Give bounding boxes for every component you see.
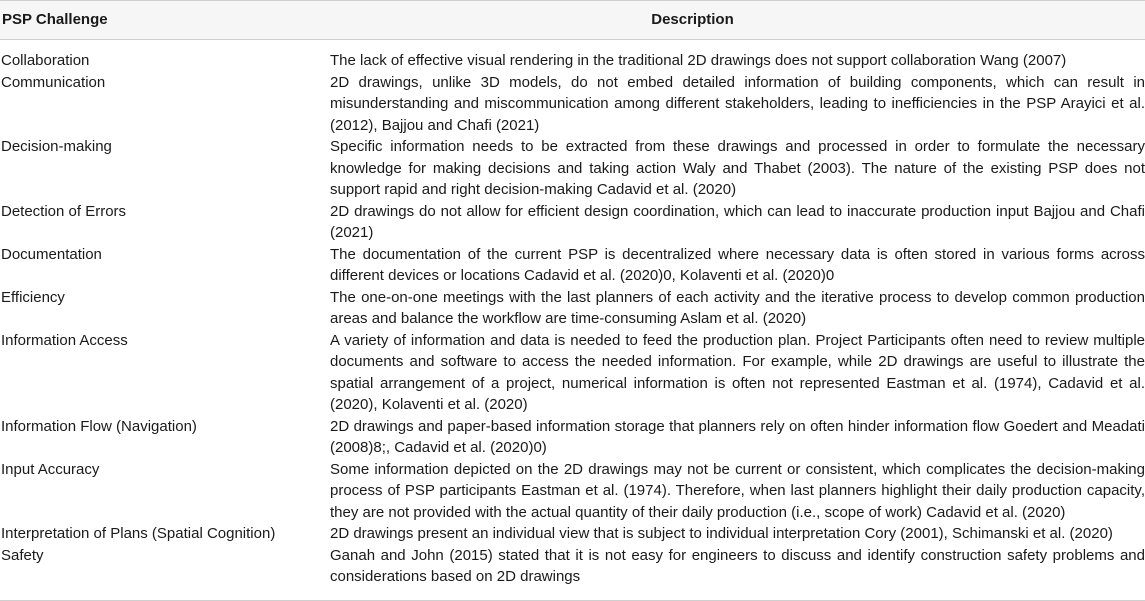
description-cell: 2D drawings present an individual view that is subject to individual interpretation Cory (2001), Schimanski et al. (2020): [330, 525, 1113, 542]
challenge-cell: Decision-making: [1, 138, 112, 155]
description-cell: Ganah and John (2015) stated that it is not easy for engineers to discuss and identify construction safety problems and considerations based on 2D drawings: [330, 546, 1145, 585]
description-cell: 2D drawings and paper-based information storage that planners rely on often hinder information flow Goedert and Meadati (2008)8;, Cadavid et al. (2020)0): [330, 417, 1145, 456]
challenge-cell: Information Access: [1, 331, 128, 349]
challenge-cell: Input Accuracy: [1, 460, 100, 478]
challenge-cell: Detection of Errors: [1, 202, 127, 220]
description-cell: The lack of effective visual rendering in the traditional 2D drawings does not support collaboration Wang (2007): [330, 52, 1067, 69]
table-row: [0, 523, 1145, 545]
table-row: [0, 244, 1145, 287]
table-row: [0, 459, 1145, 524]
description-cell: 2D drawings do not allow for efficient design coordination, which can lead to inaccurate production input Bajjou and Chafi (2021): [330, 202, 1145, 241]
challenge-cell: Efficiency: [1, 288, 65, 306]
table-body: [0, 40, 1145, 588]
challenge-cell: Communication: [1, 73, 106, 91]
challenge-cell: Information Flow (Navigation): [1, 417, 197, 435]
description-cell: 2D drawings, unlike 3D models, do not embed detailed information of building components, which can result in misunderstanding and miscommunication among different stakeholders, leading to inefficiencies in the PSP Arayici et al. (2012), Bajjou and Chafi (2021): [330, 73, 1145, 134]
table-row: [0, 50, 1145, 72]
challenge-cell: Interpretation of Plans (Spatial Cognition): [1, 525, 276, 542]
header-psp-challenge: PSP Challenge: [2, 11, 108, 29]
table-row: [0, 545, 1145, 588]
table-bottom-rule: [0, 600, 1145, 601]
table-row: [0, 287, 1145, 330]
table-header: [0, 0, 1145, 40]
challenge-cell: Documentation: [1, 245, 102, 263]
table-row: [0, 72, 1145, 137]
challenge-cell: Safety: [1, 546, 44, 564]
description-cell: The documentation of the current PSP is decentralized where necessary data is often stored in various forms across different devices or locations Cadavid et al. (2020)0, Kolaventi et al. (2020)0: [330, 245, 1145, 284]
table-row: [0, 136, 1145, 201]
header-description: Description: [651, 11, 734, 29]
description-cell: Specific information needs to be extracted from these drawings and processed in order to formulate the necessary knowledge for making decisions and taking action Waly and Thabet (2003). The nature of the existing PSP does not support rapid and right decision-making Cadavid et al. (2020): [330, 138, 1145, 198]
description-cell: A variety of information and data is needed to feed the production plan. Project Participants often need to review multiple documents and software to access the needed information. For example, while 2D drawings are useful to illustrate the spatial arrangement of a project, numerical information is often not represented Eastman et al. (1974), Cadavid et al. (2020), Kolaventi et al. (2020): [330, 331, 1145, 413]
table-row: [0, 201, 1145, 244]
table-row: [0, 330, 1145, 416]
table-row: [0, 416, 1145, 459]
description-cell: Some information depicted on the 2D drawings may not be current or consistent, which complicates the decision-making process of PSP participants Eastman et al. (1974). Therefore, when last planners highlight their daily production capacity, they are not provided with the actual quantity of their daily production (i.e., scope of work) Cadavid et al. (2020): [330, 460, 1145, 521]
challenge-cell: Collaboration: [1, 52, 90, 69]
description-cell: The one-on-one meetings with the last planners of each activity and the iterative process to develop common production areas and balance the workflow are time-consuming Aslam et al. (2020): [330, 288, 1145, 327]
